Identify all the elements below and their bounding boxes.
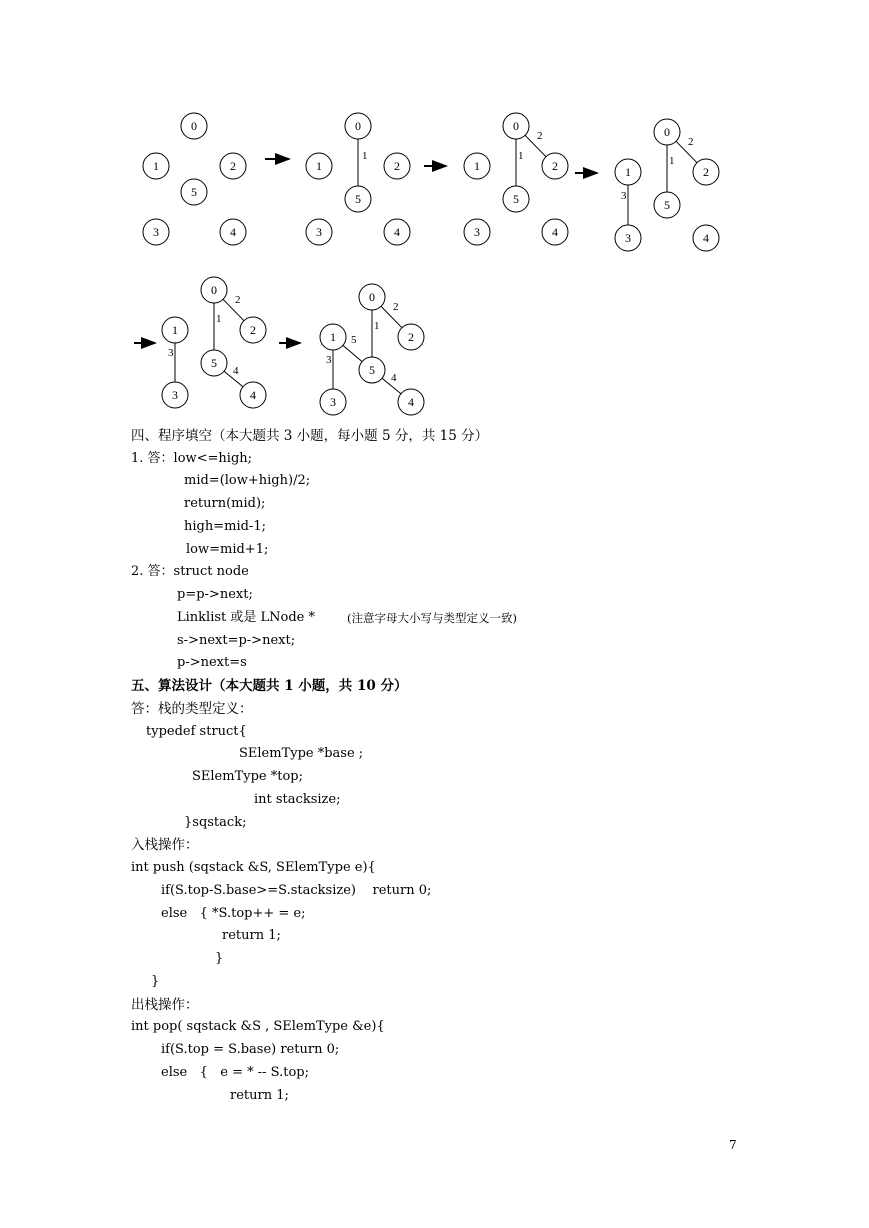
vertex-label: 0	[355, 119, 361, 133]
page-number: 7	[729, 1138, 737, 1152]
vertex-label: 2	[394, 159, 400, 173]
edge	[676, 141, 697, 162]
edge-weight-label: 1	[518, 150, 524, 162]
kruskal-spanning-tree-diagram	[0, 0, 869, 425]
edge-weight-label: 1	[216, 313, 222, 325]
vertex-label: 0	[513, 119, 519, 133]
text-line: p->next=s	[177, 655, 247, 670]
text-line: low=mid+1;	[186, 542, 269, 557]
text-line: int stacksize;	[254, 792, 341, 807]
vertex-label: 3	[330, 395, 336, 409]
edge-weight-label: 1	[362, 150, 368, 162]
vertex-label: 5	[211, 356, 217, 370]
edge-weight-label: 4	[233, 365, 239, 377]
vertex-label: 5	[191, 185, 197, 199]
vertex-label: 1	[625, 165, 631, 179]
edge-weight-label: 3	[168, 347, 174, 359]
edge-weight-label: 2	[393, 301, 399, 313]
text-line: if(S.top-S.base>=S.stacksize) return 0;	[161, 883, 432, 898]
edge-weight-label: 3	[621, 190, 627, 202]
text-line: SElemType *base ;	[239, 746, 364, 761]
edge-weight-label: 2	[235, 294, 241, 306]
edge-weight-label: 1	[374, 320, 380, 332]
vertex-label: 5	[355, 192, 361, 206]
text-line: 入栈操作：	[131, 837, 199, 853]
vertex-label: 4	[408, 395, 414, 409]
vertex-label: 5	[369, 363, 375, 377]
edge	[343, 345, 362, 361]
text-line: 1. 答：low<=high;	[131, 451, 253, 466]
vertex-label: 3	[153, 225, 159, 239]
text-line: 2. 答：struct node	[131, 564, 249, 579]
vertex-label: 2	[552, 159, 558, 173]
edge	[381, 306, 402, 327]
vertex-label: 1	[316, 159, 322, 173]
text-line: typedef struct{	[146, 724, 247, 739]
vertex-label: 2	[230, 159, 236, 173]
text-line: SElemType *top;	[192, 769, 303, 784]
text-line: 五、算法设计（本大题共 1 小题，共 10 分）	[131, 678, 408, 694]
text-line: if(S.top = S.base) return 0;	[161, 1042, 340, 1057]
graph-step-3	[464, 113, 568, 245]
edge-weight-label: 2	[537, 130, 543, 142]
text-line: int pop( sqstack &S , SElemType &e){	[131, 1019, 385, 1034]
vertex-label: 4	[394, 225, 400, 239]
vertex-label: 3	[316, 225, 322, 239]
vertex-label: 1	[330, 330, 336, 344]
vertex-label: 1	[153, 159, 159, 173]
vertex-label: 0	[211, 283, 217, 297]
vertex-label: 0	[191, 119, 197, 133]
vertex-label: 0	[664, 125, 670, 139]
text-line: s->next=p->next;	[177, 633, 296, 648]
graph-step-2	[306, 113, 410, 245]
edge-weight-label: 5	[351, 334, 357, 346]
text-line: Linklist 或是 LNode *	[177, 610, 315, 625]
text-line: high=mid-1;	[184, 519, 266, 534]
graph-step-5	[162, 277, 266, 408]
vertex-label: 4	[230, 225, 236, 239]
text-line: mid=(low+high)/2;	[184, 473, 311, 488]
text-line: }	[151, 974, 160, 989]
vertex-label: 2	[408, 330, 414, 344]
text-line: }	[215, 951, 224, 966]
graph-step-1	[143, 113, 246, 245]
edge-weight-label: 4	[391, 372, 397, 384]
vertex-label: 4	[250, 388, 256, 402]
text-line: }sqstack;	[184, 815, 247, 830]
edge	[223, 299, 244, 320]
text-line: int push (sqstack &S, SElemType e){	[131, 860, 376, 875]
graph-step-6	[320, 284, 424, 415]
vertex-label: 5	[664, 198, 670, 212]
vertex-label: 1	[474, 159, 480, 173]
vertex-label: 0	[369, 290, 375, 304]
text-line: p=p->next;	[177, 587, 253, 602]
vertex-label: 1	[172, 323, 178, 337]
text-line: return 1;	[222, 928, 281, 943]
text-line: return(mid);	[184, 496, 266, 511]
text-line: 出栈操作：	[131, 997, 199, 1013]
text-line: (注意字母大小写与类型定义一致)	[347, 611, 517, 625]
vertex-label: 3	[474, 225, 480, 239]
vertex-label: 4	[552, 225, 558, 239]
graph-step-4	[615, 119, 719, 251]
text-line: 答：栈的类型定义：	[131, 701, 253, 717]
vertex-label: 5	[513, 192, 519, 206]
vertex-label: 4	[703, 231, 709, 245]
vertex-label: 2	[250, 323, 256, 337]
vertex-label: 3	[172, 388, 178, 402]
text-line: return 1;	[230, 1088, 289, 1103]
vertex-label: 2	[703, 165, 709, 179]
edge	[525, 135, 546, 156]
edge-weight-label: 1	[669, 155, 675, 167]
edge-weight-label: 2	[688, 136, 694, 148]
text-line: 四、程序填空（本大题共 3 小题，每小题 5 分，共 15 分）	[131, 428, 489, 444]
text-line: else { e = * -- S.top;	[161, 1065, 310, 1080]
text-line: else { *S.top++ = e;	[161, 906, 306, 921]
vertex-label: 3	[625, 231, 631, 245]
edge-weight-label: 3	[326, 354, 332, 366]
